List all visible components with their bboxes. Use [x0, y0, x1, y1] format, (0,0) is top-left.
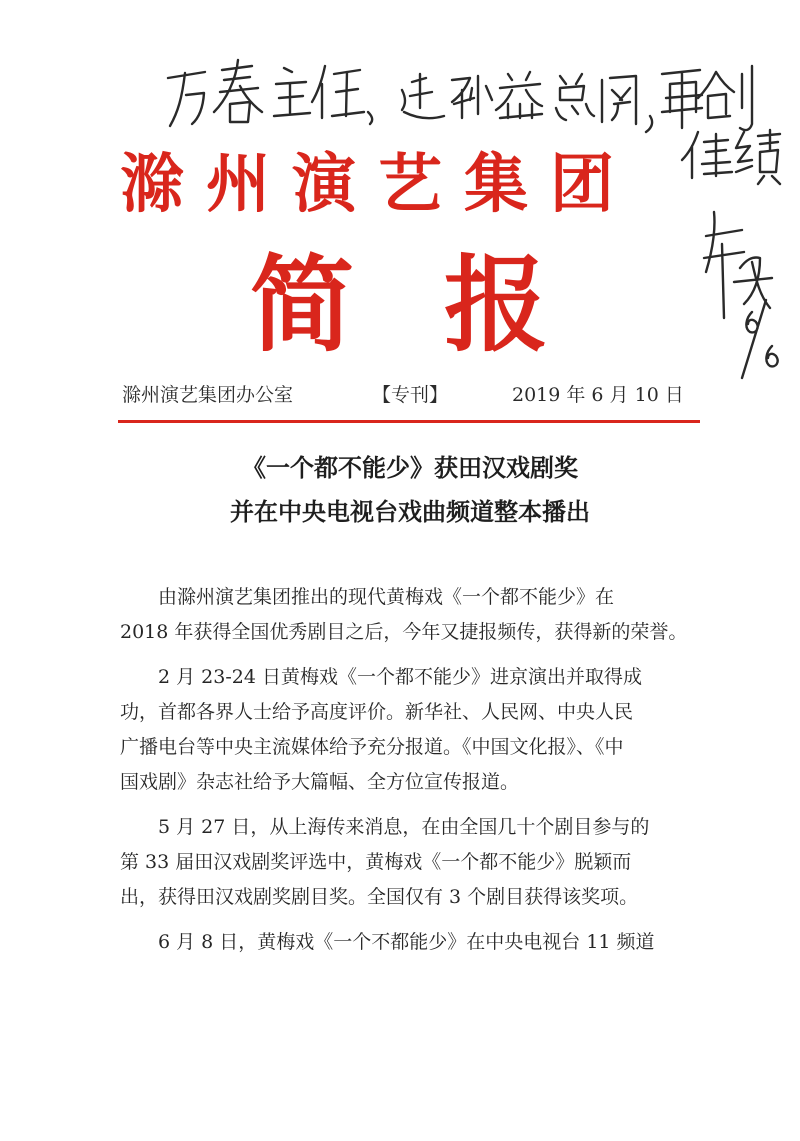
paragraph-line: 6 月 8 日，黄梅戏《一个不都能少》在中央电视台 11 频道 — [158, 931, 655, 953]
paragraph-4 — [120, 925, 680, 960]
headline-line-2: 并在中央电视台戏曲频道整本播出 — [230, 498, 590, 526]
paragraph-2 — [120, 660, 680, 800]
issue-label: 【专刊】 — [372, 384, 449, 406]
header-divider — [118, 420, 700, 423]
paragraph-line: 由滁州演艺集团推出的现代黄梅戏《一个都不能少》在 — [158, 586, 615, 608]
paragraph-line: 5 月 27 日，从上海传来消息，在由全国几十个剧目参与的 — [158, 816, 650, 838]
paragraph-line: 2018 年获得全国优秀剧目之后，今年又捷报频传，获得新的荣誉。 — [120, 621, 688, 643]
paragraph-line: 第 33 届田汉戏剧奖评选中，黄梅戏《一个都不能少》脱颖而 — [120, 851, 632, 873]
body-text — [120, 580, 688, 970]
paragraph-line: 广播电台等中央主流媒体给予充分报道。《中国文化报》、《中 — [120, 736, 624, 758]
paragraph-line: 功，首都各界人士给予高度评价。新华社、人民网、中央人民 — [120, 701, 634, 723]
issue-date: 2019 年 6 月 10 日 — [512, 384, 684, 406]
issuing-office: 滁州演艺集团办公室 — [122, 384, 294, 406]
paragraph-3 — [120, 810, 680, 915]
organization-title: 滁州演艺集团 — [120, 148, 636, 222]
document-type-title: 简报 — [250, 244, 639, 366]
header-meta-row — [122, 380, 692, 410]
paragraph-line: 2 月 23-24 日黄梅戏《一个都不能少》进京演出并取得成 — [158, 666, 642, 688]
paragraph-1 — [120, 580, 688, 650]
headline-line-1: 《一个都不能少》获田汉戏剧奖 — [242, 454, 578, 482]
paragraph-line: 出，获得田汉戏剧奖剧目奖。全国仅有 3 个剧目获得该奖项。 — [120, 886, 639, 908]
paragraph-line: 国戏剧》杂志社给予大篇幅、全方位宣传报道。 — [120, 771, 520, 793]
